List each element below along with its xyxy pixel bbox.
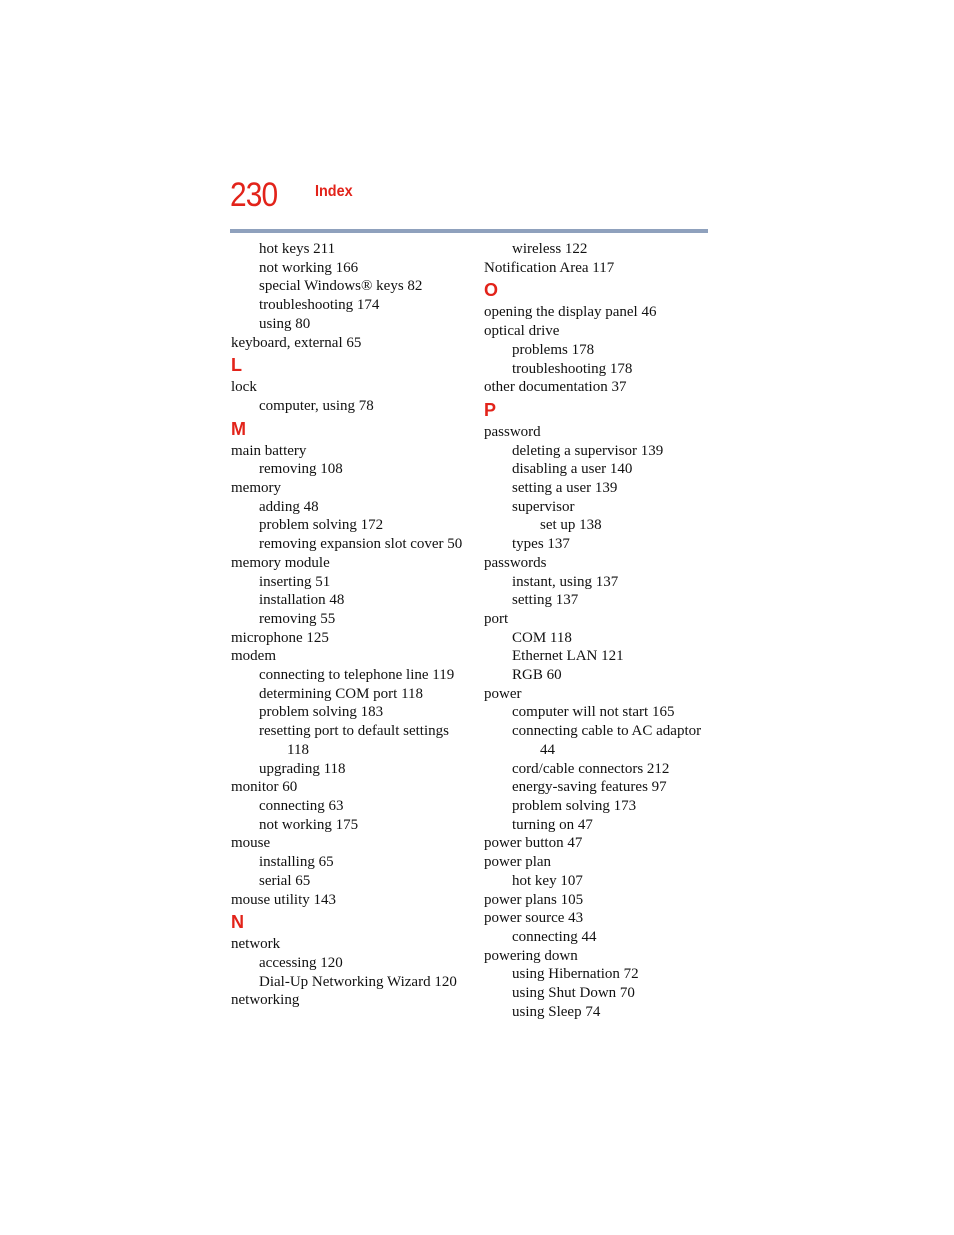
- index-subentry: using Sleep 74: [512, 1003, 601, 1020]
- index-entry: keyboard, external 65: [231, 334, 362, 351]
- index-entry: passwords: [484, 554, 547, 571]
- index-subentry: disabling a user 140: [512, 461, 633, 478]
- index-letter-heading: L: [231, 355, 242, 376]
- index-subentry: removing expansion slot cover 50: [259, 536, 463, 553]
- index-subentry: connecting to telephone line 119: [259, 667, 455, 684]
- index-entry: networking: [231, 992, 300, 1009]
- index-column-right: [484, 240, 724, 1021]
- index-entry: powering down: [484, 947, 578, 964]
- index-entry: microphone 125: [231, 629, 329, 646]
- index-subentry: deleting a supervisor 139: [512, 442, 664, 459]
- index-letter-heading: P: [484, 399, 497, 420]
- index-subentry: not working 175: [259, 816, 359, 833]
- index-subentry: serial 65: [259, 872, 311, 889]
- index-subentry: adding 48: [259, 498, 319, 515]
- index-entry: main battery: [231, 442, 307, 459]
- index-letter-heading: M: [231, 418, 246, 439]
- index-subentry: determining COM port 118: [259, 685, 424, 702]
- index-subentry: setting a user 139: [512, 480, 618, 497]
- index-subentry: COM 118: [512, 629, 572, 646]
- index-subentry: installing 65: [259, 854, 334, 871]
- index-letter-heading: N: [231, 912, 244, 933]
- index-subentry: special Windows® keys 82: [259, 278, 423, 295]
- index-subentry: problem solving 183: [259, 704, 384, 721]
- index-subentry: using 80: [259, 315, 311, 332]
- index-subentry: supervisor: [512, 498, 575, 515]
- index-subentry: accessing 120: [259, 954, 343, 971]
- index-subentry: connecting cable to AC adaptor: [512, 723, 702, 740]
- index-entry: network: [231, 936, 281, 953]
- index-entry: power plans 105: [484, 891, 584, 908]
- index-entry: power plan: [484, 854, 552, 871]
- index-entry: power button 47: [484, 835, 583, 852]
- index-letter-heading: O: [484, 280, 499, 301]
- index-entry: lock: [231, 379, 257, 396]
- index-subentry: upgrading 118: [259, 760, 346, 777]
- index-entry: power source 43: [484, 910, 584, 927]
- page-number: 230: [230, 176, 278, 214]
- index-subentry: inserting 51: [259, 573, 331, 590]
- index-entry: memory: [231, 480, 281, 497]
- index-subentry: instant, using 137: [512, 573, 619, 590]
- index-subentry: setting 137: [512, 592, 579, 609]
- index-entry: other documentation 37: [484, 379, 627, 396]
- index-subentry: types 137: [512, 536, 570, 553]
- index-subentry: hot key 107: [512, 872, 583, 889]
- index-subentry: removing 55: [259, 610, 336, 627]
- index-subentry: connecting 44: [512, 928, 597, 945]
- index-subentry: hot keys 211: [259, 241, 336, 257]
- index-entry: password: [484, 423, 541, 440]
- index-subentry: not working 166: [259, 259, 359, 276]
- index-subentry: 118: [287, 741, 309, 758]
- index-subentry: problems 178: [512, 341, 595, 358]
- index-subentry: troubleshooting 174: [259, 297, 380, 314]
- index-subentry: 44: [540, 741, 555, 758]
- index-subentry: problem solving 172: [259, 517, 384, 534]
- index-subentry: Dial-Up Networking Wizard 120: [259, 973, 457, 990]
- index-subentry: set up 138: [540, 517, 602, 534]
- index-entry: memory module: [231, 554, 330, 571]
- index-entry: optical drive: [484, 323, 560, 340]
- index-subentry: problem solving 173: [512, 797, 637, 814]
- index-subentry: Ethernet LAN 121: [512, 648, 624, 665]
- index-subentry: turning on 47: [512, 816, 593, 833]
- index-entry: mouse utility 143: [231, 891, 336, 908]
- index-subentry: installation 48: [259, 592, 345, 609]
- index-subentry: cord/cable connectors 212: [512, 760, 670, 777]
- index-subentry: removing 108: [259, 461, 343, 478]
- index-subentry: troubleshooting 178: [512, 360, 633, 377]
- index-subentry: using Shut Down 70: [512, 985, 635, 1002]
- index-entry: power: [484, 685, 522, 702]
- index-subentry: computer, using 78: [259, 397, 374, 414]
- index-column-left: [231, 240, 471, 1010]
- index-subentry: RGB 60: [512, 667, 562, 684]
- index-entry: monitor 60: [231, 779, 298, 796]
- index-entry: port: [484, 610, 509, 627]
- index-subentry: computer will not start 165: [512, 704, 675, 721]
- index-subentry: using Hibernation 72: [512, 966, 639, 983]
- index-entry: mouse: [231, 835, 271, 852]
- index-subentry: connecting 63: [259, 797, 344, 814]
- header-rule: [230, 229, 708, 233]
- index-subentry: resetting port to default settings: [259, 723, 449, 740]
- index-subentry: wireless 122: [512, 241, 588, 257]
- section-title: Index: [315, 183, 353, 200]
- index-entry: modem: [231, 648, 276, 665]
- index-subentry: energy-saving features 97: [512, 779, 667, 796]
- index-entry: Notification Area 117: [484, 259, 615, 276]
- index-entry: opening the display panel 46: [484, 304, 657, 321]
